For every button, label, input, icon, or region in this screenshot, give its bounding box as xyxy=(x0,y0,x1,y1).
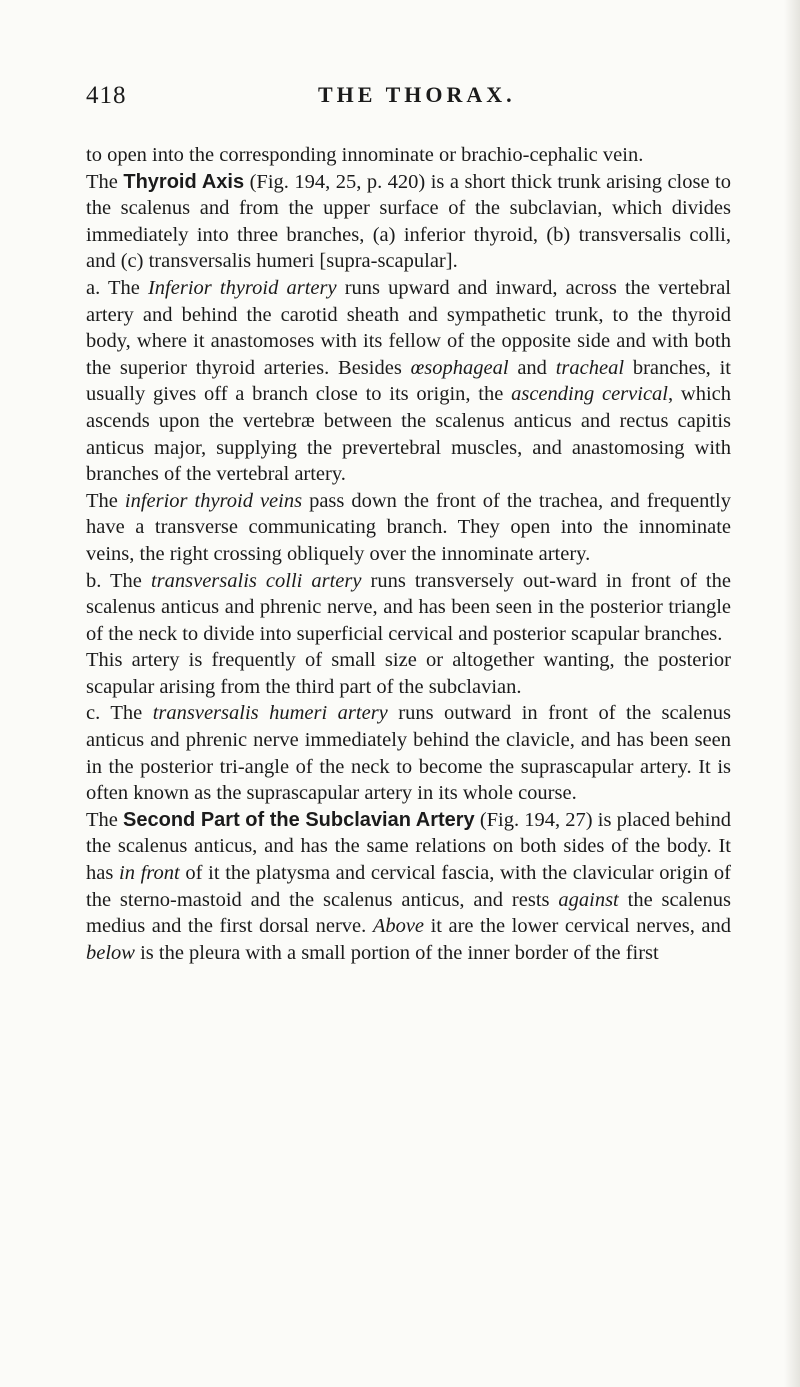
term-in-front: in front xyxy=(119,862,180,885)
paragraph-second-part-subclavian xyxy=(86,807,731,967)
paragraph-lead: The xyxy=(86,170,124,193)
paragraph-text: , which ascends upon the vertebræ between the scalenus anticus and rectus capitis anticus major, supplying the prevertebral muscles, and anastomosing with branches of the vertebral artery. xyxy=(86,383,731,486)
paragraph-text: the scalenus medius and the first dorsal nerve. xyxy=(86,888,731,938)
running-title: THE THORAX. xyxy=(318,82,516,107)
term-transversalis-humeri-artery: transversalis humeri artery xyxy=(152,702,388,725)
heading-second-part-subclavian: Second Part of the Subclavian Artery xyxy=(123,808,475,831)
paragraph-text: to open into the corresponding innominate or brachio-cephalic vein. xyxy=(86,144,644,166)
paragraph-lead: c. The xyxy=(86,702,153,725)
paragraph-inferior-thyroid-veins xyxy=(86,488,731,568)
paragraph-text: This artery is frequently of small size or altogether wanting, the posterior scapular arising from the third part of the subclavian. xyxy=(86,649,731,698)
paragraph-text: (Fig. 194, 25, p. 420) is a short thick trunk arising close to the scalenus and from the upper surface of the subclavian, which divides immediately into three branches, (a) inferior thyroid, (b) transversalis colli, and (c) transversalis humeri [supra-scapular]. xyxy=(86,170,731,273)
term-above: Above xyxy=(372,915,425,938)
paragraph-lead: The xyxy=(86,808,124,831)
paragraph-lead: b. The xyxy=(86,569,151,592)
term-inferior-thyroid-veins: inferior thyroid veins xyxy=(124,489,303,512)
paragraph-text: pass down the front of the trachea, and frequently have a transverse communicating branch. They open into the innominate veins, the right crossing obliquely over the innominate artery. xyxy=(86,489,731,565)
paragraph-text: it are the lower cervical nerves, and xyxy=(424,915,731,938)
running-head xyxy=(86,82,716,114)
paragraph-artery-variation xyxy=(86,647,731,700)
paragraph-text: runs upward and inward, across the vertebral artery and behind the carotid sheath and sympathetic trunk, to the thyroid body, where it anastomoses with its fellow of the opposite side and with both the superior thyroid arteries. Besides xyxy=(86,276,731,379)
heading-thyroid-axis: Thyroid Axis xyxy=(123,170,245,193)
paragraph-text: (Fig. 194, 27) is placed behind the scalenus anticus, and has the same relations on both sides of the body. It has xyxy=(86,808,731,885)
paragraph-text: runs transversely out-ward in front of the scalenus anticus and phrenic nerve, and has been seen in the posterior triangle of the neck to divide into superficial cervical and posterior scapular branches. xyxy=(86,569,731,645)
term-inferior-thyroid-artery: Inferior thyroid artery xyxy=(147,276,337,299)
term-ascending-cervical: ascending cervical xyxy=(511,383,668,406)
paragraph-thyroid-axis xyxy=(86,169,731,275)
paragraph-transversalis-colli xyxy=(86,568,731,648)
paragraph-text: and xyxy=(508,356,556,379)
term-oesophageal: œsophageal xyxy=(410,356,509,379)
term-below: below xyxy=(86,941,135,964)
paragraph-lead: The xyxy=(86,489,125,512)
term-transversalis-colli-artery: transversalis colli artery xyxy=(150,569,362,592)
page-number: 418 xyxy=(86,82,127,109)
paragraph-text: is the pleura with a small portion of the inner border of the first xyxy=(134,941,659,964)
paragraph-text: of it the platysma and cervical fascia, with the clavicular origin of the sterno-mastoid and the scalenus anticus, and rests xyxy=(86,862,731,911)
page-edge-shadow xyxy=(784,0,800,1387)
term-tracheal: tracheal xyxy=(555,356,625,379)
term-against: against xyxy=(558,888,619,911)
paragraph-transversalis-humeri xyxy=(86,700,731,806)
paragraph-inferior-thyroid-artery xyxy=(86,275,731,488)
body-text xyxy=(86,142,731,966)
paragraph-text: branches, it usually gives off a branch close to its origin, the xyxy=(86,356,731,406)
paragraph-continuation xyxy=(86,142,731,169)
paragraph-text: runs outward in front of the scalenus anticus and phrenic nerve immediately behind the clavicle, and has been seen in the posterior tri-angle of the neck to become the suprascapular artery. It is often known as the suprascapular artery in its whole course. xyxy=(86,702,732,805)
paragraph-lead: a. The xyxy=(86,276,148,299)
